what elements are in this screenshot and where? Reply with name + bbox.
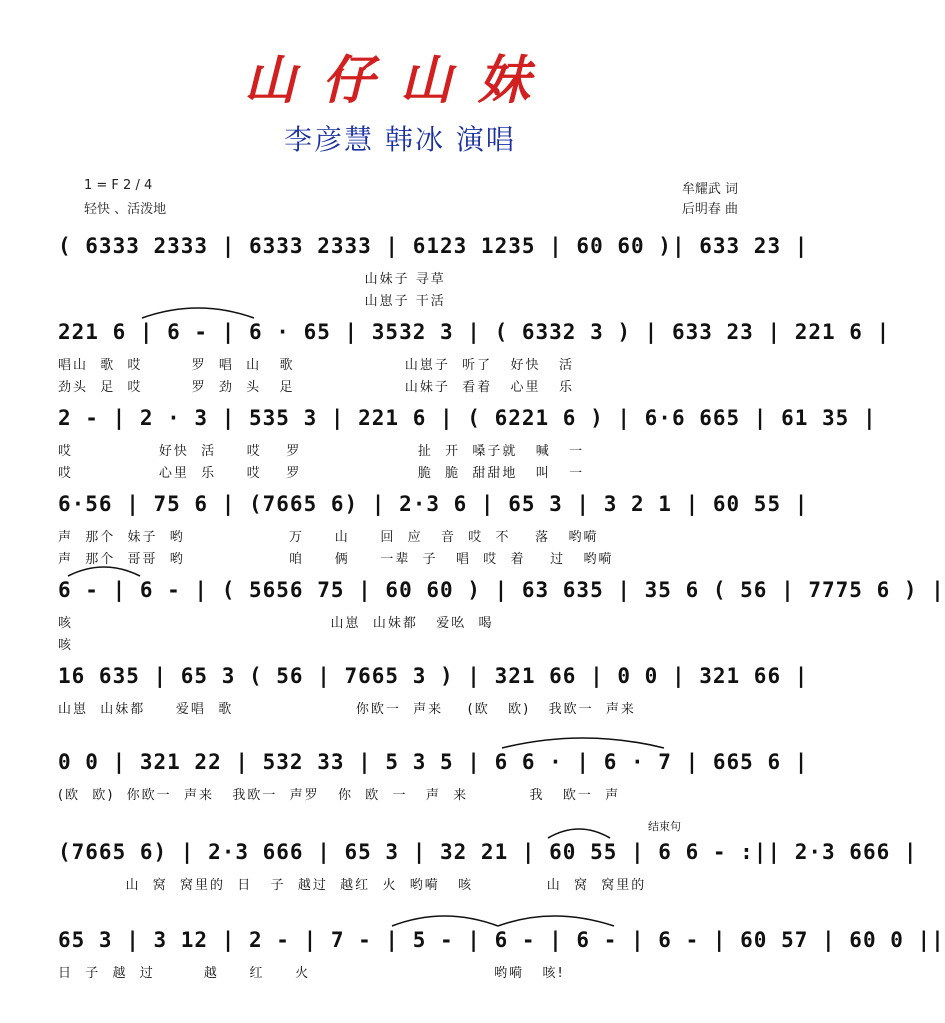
lyrics-verse-1: 唱山 歌 哎 罗 唱 山 歌 山崽子 听了 好快 活 — [58, 358, 574, 373]
score-system-9 — [58, 926, 945, 996]
score-system-2 — [58, 318, 891, 395]
notation-line: ( 6333 2333 | 6333 2333 | 6123 1235 | 60 60 )| 633 23 | — [58, 234, 809, 258]
notation-line: 221 6 | 6 - | 6 · 65 | 3532 3 | ( 6332 3 ) | 633 23 | 221 6 | — [58, 320, 891, 344]
notation-line: (7665 6) | 2·3 666 | 65 3 | 32 21 | 60 55 | 6 6 - :|| 2·3 666 | — [58, 840, 918, 864]
score-system-6 — [58, 662, 809, 732]
lyrics-verse-2: 劲头 足 哎 罗 劲 头 足 山妹子 看着 心里 乐 — [58, 380, 574, 395]
score-system-4 — [58, 490, 809, 567]
slur-mark — [498, 734, 668, 750]
lyrics-verse-1: 山崽 山妹都 爱唱 歌 你欧一 声来 (欧 欧) 我欧一 声来 — [58, 702, 636, 717]
lyrics-verse-1: 咳 山崽 山妹都 爱吆 喝 — [58, 616, 494, 631]
slur-mark — [64, 562, 144, 578]
notation-line: 0 0 | 321 22 | 532 33 | 5 3 5 | 6 6 · | 6 · 7 | 665 6 | — [58, 750, 809, 774]
composer-credit: 后明春 曲 — [681, 202, 738, 217]
notation-line: 16 635 | 65 3 ( 56 | 7665 3 ) | 321 66 | 0 0 | 321 66 | — [58, 664, 809, 688]
key-signature: 1 = F 2 / 4 — [84, 178, 153, 193]
slur-mark — [544, 824, 614, 840]
lyrics-verse-2: 咳 — [58, 638, 74, 653]
score-system-8 — [58, 820, 918, 908]
lyrics-verse-1: 哎 好快 活 哎 罗 扯 开 嗓子就 喊 一 — [58, 444, 585, 459]
lyrics-verse-2: 山崽子 干活 — [58, 294, 446, 309]
score-system-7 — [58, 748, 809, 818]
lyrics-verse-1: 山妹子 寻草 — [58, 272, 446, 287]
tempo-marking: 轻快 、活泼地 — [84, 202, 167, 217]
score-system-5 — [58, 576, 945, 653]
tempo-key-info — [84, 178, 166, 218]
score-system-1 — [58, 232, 809, 309]
score-system-3 — [58, 404, 877, 481]
song-title: 山仔山妹 — [243, 50, 556, 111]
slur-mark — [388, 910, 618, 928]
notation-line: 6 - | 6 - | ( 5656 75 | 60 60 ) | 63 635 | 35 6 ( 56 | 7775 6 ) | — [58, 578, 945, 602]
slur-mark — [138, 304, 258, 320]
notation-line: 2 - | 2 · 3 | 535 3 | 221 6 | ( 6221 6 ) | 6·6 665 | 61 35 | — [58, 406, 877, 430]
performers-line: 李彦慧 韩冰 演唱 — [284, 123, 516, 156]
credits — [682, 178, 738, 218]
ending-marker: 结束句 — [648, 820, 681, 833]
lyrics-verse-1: (欧 欧) 你欧一 声来 我欧一 声罗 你 欧 一 声 来 我 欧一 声 — [58, 788, 621, 803]
lyrics-verse-1: 山 窝 窝里的 日 子 越过 越红 火 哟嗬 咳 山 窝 窝里的 — [58, 878, 647, 893]
lyrics-verse-1: 声 那个 妹子 哟 万 山 回 应 音 哎 不 落 哟嗬 — [58, 530, 599, 545]
lyrics-verse-2: 哎 心里 乐 哎 罗 脆 脆 甜甜地 叫 一 — [58, 466, 585, 481]
notation-line: 65 3 | 3 12 | 2 - | 7 - | 5 - | 6 - | 6 - | 6 - | 60 57 | 60 0 || — [58, 928, 945, 952]
lyrics-verse-2: 声 那个 哥哥 哟 咱 俩 一辈 子 唱 哎 着 过 哟嗬 — [58, 552, 614, 567]
notation-line: 6·56 | 75 6 | (7665 6) | 2·3 6 | 65 3 | 3 2 1 | 60 55 | — [58, 492, 809, 516]
lyricist-credit: 牟耀武 词 — [681, 182, 738, 197]
lyrics-verse-1: 日 子 越 过 越 红 火 哟嗬 咳! — [58, 966, 565, 981]
